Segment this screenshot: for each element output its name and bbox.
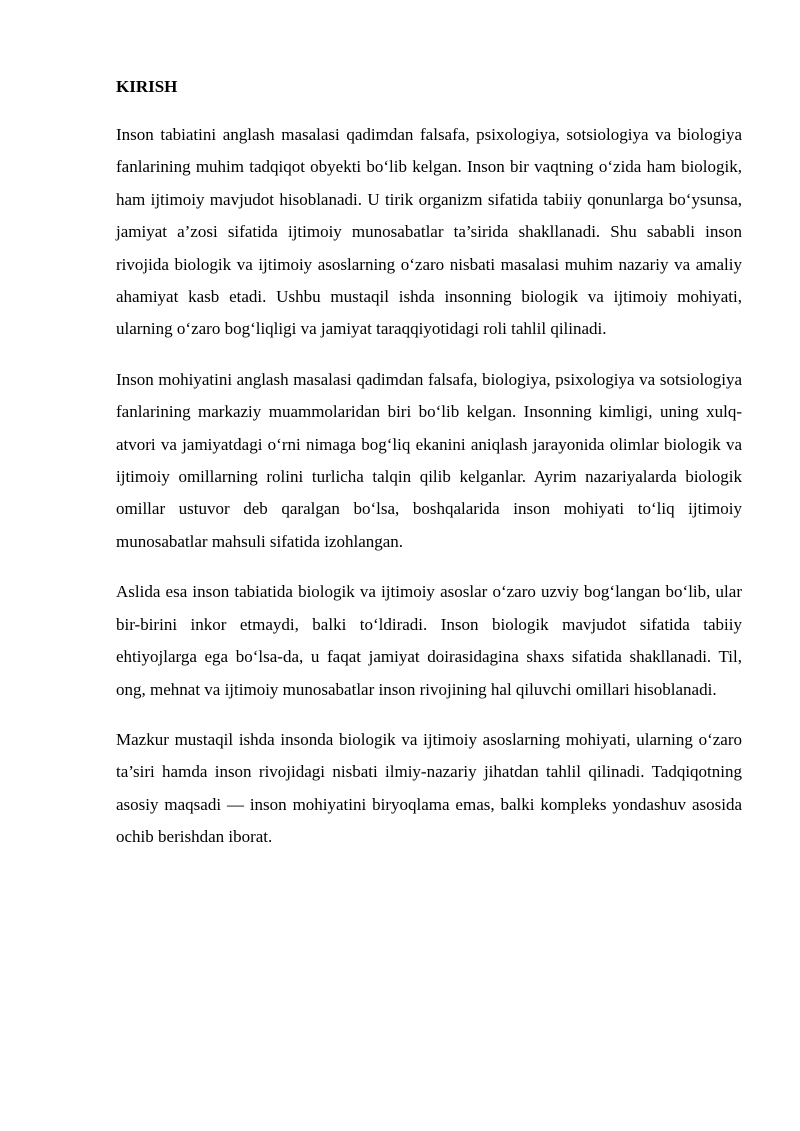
- paragraph-2: Inson mohiyatini anglash masalasi qadimdan falsafa, biologiya, psixologiya va sotsiologiya fanlarining markaziy muammolaridan biri bo‘lib kelgan. Insonning kimligi, uning xulq-atvori va jamiyatdagi o‘rni nimaga bog‘liq ekanini aniqlash jarayonida olimlar biologik va ijtimoiy omillarning rolini turlicha talqin qilib kelganlar. Ayrim nazariyalarda biologik omillar ustuvor deb qaralgan bo‘lsa, boshqalarida inson mohiyati to‘liq ijtimoiy munosabatlar mahsuli sifatida izohlangan.: [116, 369, 742, 551]
- paragraph-1: Inson tabiatini anglash masalasi qadimdan falsafa, psixologiya, sotsiologiya va biologiya fanlarining muhim tadqiqot obyekti bo‘lib kelgan. Inson bir vaqtning o‘zida ham biologik, ham ijtimoiy mavjudot hisoblanadi. U tirik organizm sifatida tabiiy qonunlarga bo‘ysunsa, jamiyat a’zosi sifatida ijtimoiy munosabatlar ta’sirida shakllanadi. Shu sababli inson rivojida biologik va ijtimoiy asoslarning o‘zaro nisbati masalasi muhim nazariy va amaliy ahamiyat kasb etadi. Ushbu mustaqil ishda insonning biologik va ijtimoiy mohiyati, ularning o‘zaro bog‘liqligi va jamiyat taraqqiyotidagi roli tahlil qilinadi.: [116, 125, 742, 339]
- paragraph-4: Mazkur mustaqil ishda insonda biologik va ijtimoiy asoslarning mohiyati, ularning o‘zaro ta’siri hamda inson rivojidagi nisbati ilmiy-nazariy jihatdan tahlil qilinadi. Tadqiqotning asosiy maqsadi — inson mohiyatini biryoqlama emas, balki kompleks yondashuv asosida ochib berishdan iborat.: [116, 729, 742, 847]
- section-heading: KIRISH: [116, 77, 178, 96]
- paragraph-3: Aslida esa inson tabiatida biologik va ijtimoiy asoslar o‘zaro uzviy bog‘langan bo‘lib, ular bir-birini inkor etmaydi, balki to‘ldiradi. Inson biologik mavjudot sifatida tabiiy ehtiyojlarga ega bo‘lsa-da, u faqat jamiyat doirasidagina shaxs sifatida shakllanadi. Til, ong, mehnat va ijtimoiy munosabatlar inson rivojining hal qiluvchi omillari hisoblanadi.: [116, 582, 742, 699]
